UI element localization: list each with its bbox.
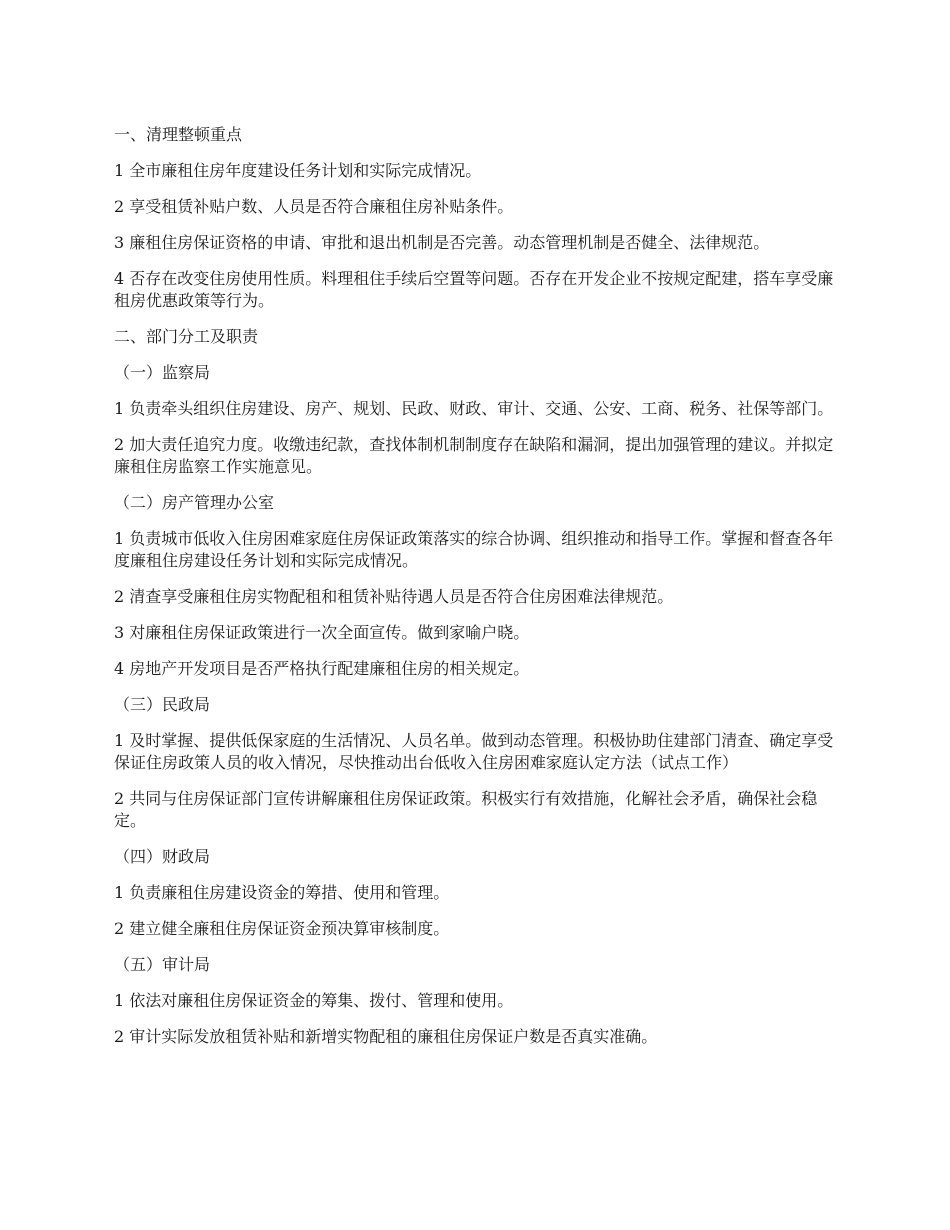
paragraph: 2 清查享受廉租住房实物配租和租赁补贴待遇人员是否符合住房困难法律规范。 bbox=[114, 587, 674, 606]
paragraph: 4 否存在改变住房使用性质。料理租住手续后空置等问题。否存在开发企业不按规定配建，搭车享受廉租房优惠政策等行为。 bbox=[114, 269, 834, 310]
paragraph: 1 负责城市低收入住房困难家庭住房保证政策落实的综合协调、组织推动和指导工作。掌握和督查各年度廉租住房建设任务计划和实际完成情况。 bbox=[114, 529, 834, 570]
subsection-heading: （四）财政局 bbox=[114, 847, 211, 866]
paragraph: 4 房地产开发项目是否严格执行配建廉租住房的相关规定。 bbox=[114, 659, 530, 678]
paragraph: 1 负责牵头组织住房建设、房产、规划、民政、财政、审计、交通、公安、工商、税务、社保等部门。 bbox=[114, 399, 834, 418]
paragraph: 1 依法对廉租住房保证资金的筹集、拨付、管理和使用。 bbox=[114, 991, 514, 1010]
paragraph: 2 建立健全廉租住房保证资金预决算审核制度。 bbox=[114, 919, 450, 938]
paragraph: 2 享受租赁补贴户数、人员是否符合廉租住房补贴条件。 bbox=[114, 197, 514, 216]
section-heading-2: 二、部门分工及职责 bbox=[114, 327, 259, 346]
section-heading-1: 一、清理整顿重点 bbox=[114, 125, 243, 144]
paragraph: 1 全市廉租住房年度建设任务计划和实际完成情况。 bbox=[114, 161, 482, 180]
paragraph: 1 负责廉租住房建设资金的筹措、使用和管理。 bbox=[114, 883, 450, 902]
paragraph: 3 对廉租住房保证政策进行一次全面宣传。做到家喻户晓。 bbox=[114, 623, 530, 642]
paragraph: 1 及时掌握、提供低保家庭的生活情况、人员名单。做到动态管理。积极协助住建部门清查、确定享受保证住房政策人员的收入情况，尽快推动出台低收入住房困难家庭认定方法（试点工作） bbox=[114, 731, 834, 772]
paragraph: 3 廉租住房保证资格的申请、审批和退出机制是否完善。动态管理机制是否健全、法律规范。 bbox=[114, 233, 770, 252]
subsection-heading: （五）审计局 bbox=[114, 955, 211, 974]
subsection-heading: （二）房产管理办公室 bbox=[114, 493, 275, 512]
paragraph: 2 加大责任追究力度。收缴违纪款，查找体制机制制度存在缺陷和漏洞，提出加强管理的建议。并拟定廉租住房监察工作实施意见。 bbox=[114, 435, 834, 476]
paragraph: 2 共同与住房保证部门宣传讲解廉租住房保证政策。积极实行有效措施，化解社会矛盾，确保社会稳定。 bbox=[114, 789, 818, 830]
paragraph: 2 审计实际发放租赁补贴和新增实物配租的廉租住房保证户数是否真实准确。 bbox=[114, 1027, 658, 1046]
subsection-heading: （三）民政局 bbox=[114, 695, 211, 714]
subsection-heading: （一）监察局 bbox=[114, 363, 211, 382]
document-body bbox=[114, 124, 840, 1062]
